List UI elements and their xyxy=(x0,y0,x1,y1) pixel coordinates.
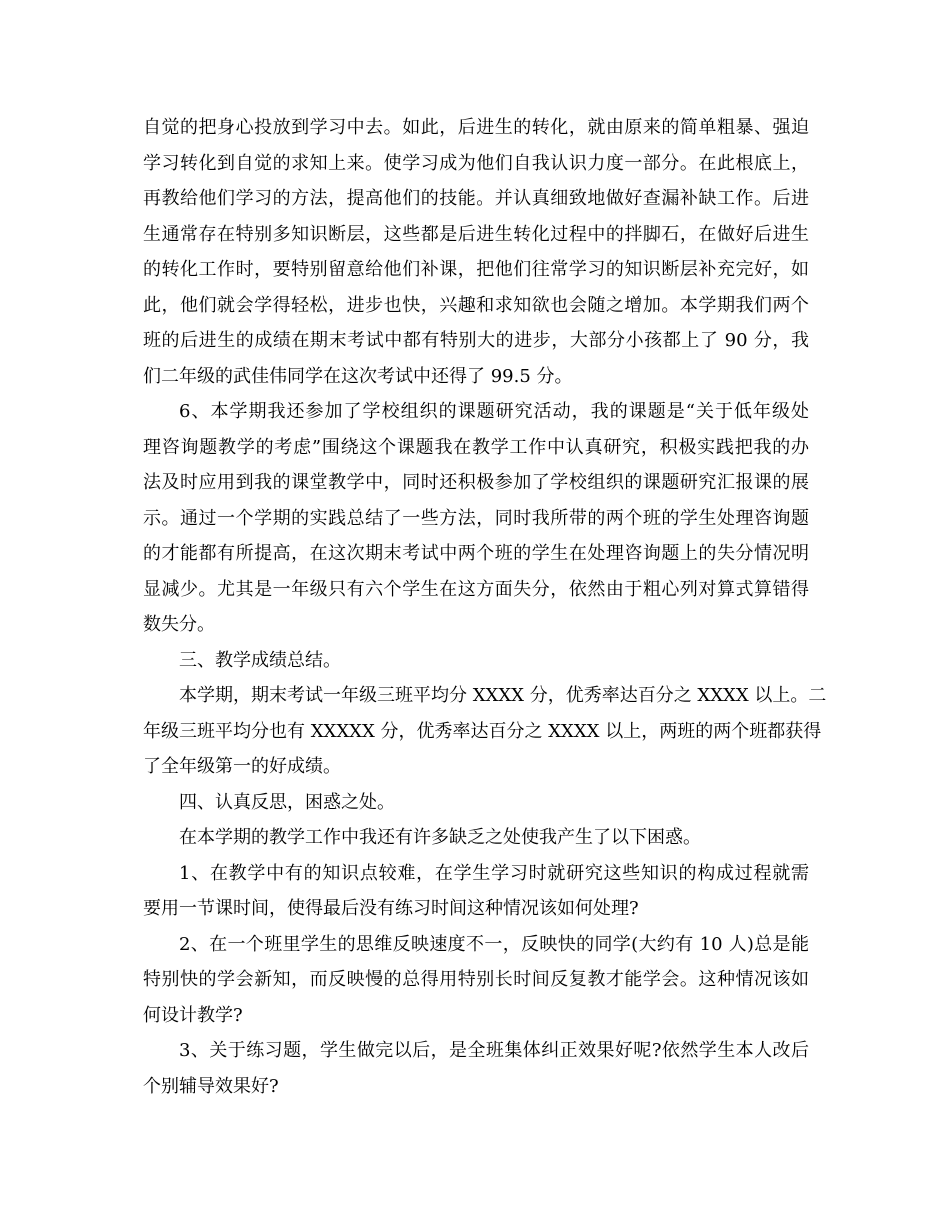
text-line: 四、认真反思，困惑之处。 xyxy=(179,791,395,813)
list-item xyxy=(143,927,809,1034)
text-line: 显减少。尤其是一年级只有六个学生在这方面失分，依然由于粗心列对算式算错得 xyxy=(143,578,809,600)
text-line: 数失分。 xyxy=(143,614,215,635)
text-line: 再教给他们学习的方法，提高他们的技能。并认真细致地做好查漏补缺工作。后进 xyxy=(143,188,809,209)
text-line: 生通常存在特别多知识断层，这些都是后进生转化过程中的拌脚石，在做好后进生 xyxy=(143,223,809,245)
paragraph xyxy=(143,820,809,856)
text-line: 何设计教学? xyxy=(143,1004,243,1026)
text-line: 们二年级的武佳伟同学在这次考试中还得了 99.5 分。 xyxy=(143,365,573,387)
text-line: 学习转化到自觉的求知上来。使学习成为他们自我认识力度一部分。在此根底上， xyxy=(143,152,809,174)
text-line: 在本学期的教学工作中我还有许多缺乏之处使我产生了以下困惑。 xyxy=(179,827,701,848)
paragraph xyxy=(143,678,827,785)
list-item xyxy=(143,1033,809,1104)
text-line: 1、在教学中有的知识点较难，在学生学习时就研究这些知识的构成过程就需 xyxy=(179,862,809,884)
text-line: 个别辅导效果好? xyxy=(143,1075,279,1097)
text-line: 法及时应用到我的课堂教学中，同时还积极参加了学校组织的课题研究汇报课的展 xyxy=(143,472,809,493)
section-heading xyxy=(143,643,809,679)
section-heading xyxy=(143,785,809,821)
text-line: 示。通过一个学期的实践总结了一些方法，同时我所带的两个班的学生处理咨询题 xyxy=(143,507,809,529)
text-line: 特别快的学会新知，而反映慢的总得用特别长时间反复教才能学会。这种情况该如 xyxy=(143,969,809,990)
paragraph xyxy=(143,110,809,394)
text-line: 3、关于练习题，学生做完以后，是全班集体纠正效果好呢?依然学生本人改后 xyxy=(179,1040,809,1061)
document-body xyxy=(143,110,827,1104)
text-line: 班的后进生的成绩在期末考试中都有特别大的进步，大部分小孩都上了 90 分，我 xyxy=(143,330,809,351)
text-line: 了全年级第一的好成绩。 xyxy=(143,756,341,777)
text-line: 此，他们就会学得轻松，进步也快，兴趣和求知欲也会随之增加。本学期我们两个 xyxy=(143,294,809,316)
text-line: 年级三班平均分也有 XXXXX 分，优秀率达百分之 XXXX 以上，两班的两个班都获得 xyxy=(143,720,822,742)
text-line: 的转化工作时，要特别留意给他们补课，把他们往常学习的知识断层补充完好，如 xyxy=(143,259,809,280)
text-line: 要用一节课时间，使得最后没有练习时间这种情况该如何处理? xyxy=(143,898,639,919)
list-item xyxy=(143,856,809,927)
paragraph xyxy=(143,394,809,643)
text-line: 6、本学期我还参加了学校组织的课题研究活动，我的课题是“关于低年级处 xyxy=(179,401,809,422)
text-line: 2、在一个班里学生的思维反映速度不一，反映快的同学(大约有 10 人)总是能 xyxy=(179,933,809,955)
text-line: 本学期，期末考试一年级三班平均分 XXXX 分，优秀率达百分之 XXXX 以上。二 xyxy=(179,685,827,706)
text-line: 理咨询题教学的考虑”围绕这个课题我在教学工作中认真研究，积极实践把我的办 xyxy=(143,436,809,458)
text-line: 的才能都有所提高，在这次期末考试中两个班的学生在处理咨询题上的失分情况明 xyxy=(143,543,809,564)
text-line: 三、教学成绩总结。 xyxy=(179,649,341,671)
text-line: 自觉的把身心投放到学习中去。如此，后进生的转化，就由原来的简单粗暴、强迫 xyxy=(143,117,809,138)
